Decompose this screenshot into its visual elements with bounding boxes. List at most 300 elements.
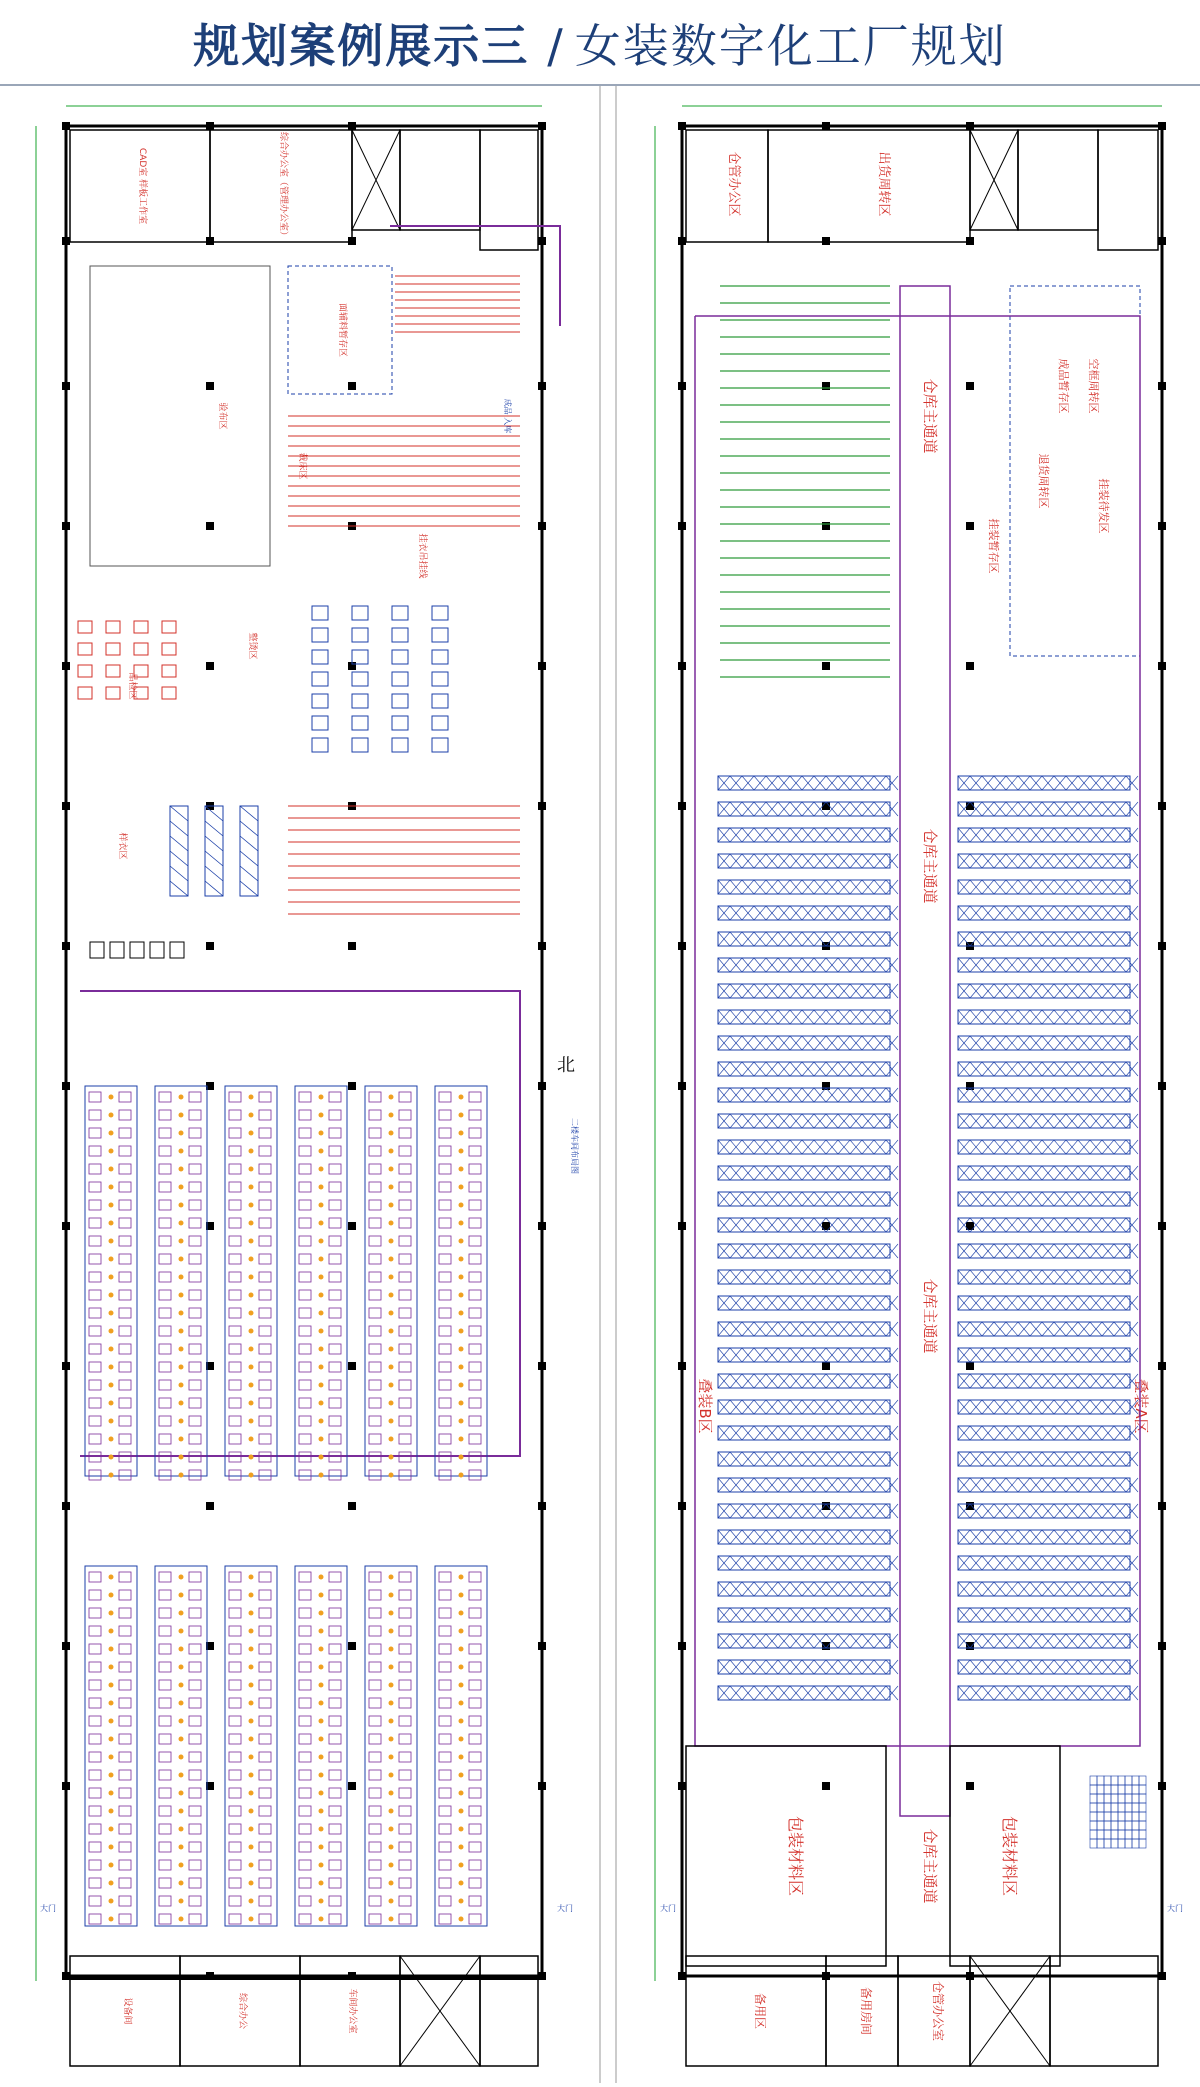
sewing-station [119,1344,131,1354]
page-title [0,10,1200,76]
pallet-racks [718,776,1138,1700]
operator-dot [319,1755,324,1760]
sewing-station [329,1788,341,1798]
sewing-station [259,1128,271,1138]
sewing-station [369,1770,381,1780]
sewing-station [89,1644,101,1654]
sewing-station [259,1626,271,1636]
operator-dot [179,1401,184,1406]
qc-label: 品检区 [127,672,137,700]
operator-dot [319,1293,324,1298]
column [678,522,686,530]
sewing-station [259,1680,271,1690]
x-rack-brace [170,866,188,881]
sewing-station [89,1416,101,1426]
sewing-station [329,1716,341,1726]
sewing-station [189,1770,201,1780]
column [822,662,830,670]
x-rack-brace [240,851,258,866]
operator-dot [389,1809,394,1814]
operator-dot [179,1647,184,1652]
sewing-station [229,1626,241,1636]
sewing-line [225,1566,277,1926]
left-bottom-rooms [70,1956,538,2066]
column [678,1642,686,1650]
workstation-cell [106,643,120,655]
sewing-station [229,1896,241,1906]
sewing-station [439,1416,451,1426]
grid-cell [1097,1821,1104,1830]
column [966,1082,974,1090]
sewing-station [229,1470,241,1480]
workstation-cell [392,738,408,752]
column [1158,237,1166,245]
operator-dot [389,1647,394,1652]
workstation-cell [312,606,328,620]
sewing-station [469,1788,481,1798]
operator-dot [389,1899,394,1904]
sewing-station [329,1698,341,1708]
operator-dot [459,1113,464,1118]
x-rack-brace [240,821,258,836]
sewing-station [229,1788,241,1798]
fabric-store-label: 面辅料暂存区 [337,302,347,358]
operator-dot [319,1311,324,1316]
sewing-station [229,1716,241,1726]
sewing-station [369,1644,381,1654]
sewing-station [369,1680,381,1690]
sewing-station [259,1644,271,1654]
sewing-station [189,1092,201,1102]
workstation-cell [352,650,368,664]
grid-cell [1125,1839,1132,1848]
sewing-station [399,1434,411,1444]
sewing-station [119,1788,131,1798]
operator-dot [389,1845,394,1850]
operator-dot [389,1383,394,1388]
operator-dot [319,1203,324,1208]
operator-dot [319,1167,324,1172]
sewing-station [159,1470,171,1480]
operator-dot [249,1737,254,1742]
sewing-station [189,1416,201,1426]
operator-dot [389,1575,394,1580]
sewing-station [369,1254,381,1264]
sewing-station [159,1182,171,1192]
workstation-cell [352,738,368,752]
operator-dot [179,1185,184,1190]
operator-dot [459,1917,464,1922]
sewing-station [299,1590,311,1600]
sewing-line [85,1086,137,1476]
sewing-station [119,1416,131,1426]
grid-cell [1090,1821,1097,1830]
sewing-station [119,1200,131,1210]
sewing-station [89,1200,101,1210]
sewing-station [469,1218,481,1228]
left-columns [62,122,546,1980]
side-zone-5: 空框周转区 [1087,358,1100,414]
sewing-station [229,1416,241,1426]
sewing-station [329,1590,341,1600]
sewing-station [329,1434,341,1444]
operator-dot [179,1239,184,1244]
operator-dot [249,1437,254,1442]
sewing-station [229,1308,241,1318]
title-subtitle: 女装数字化工厂规划 [574,19,1007,73]
operator-dot [389,1719,394,1724]
sewing-station [229,1344,241,1354]
sewing-station [329,1362,341,1372]
sewing-station [259,1752,271,1762]
sewing-station [439,1752,451,1762]
machine-cell [150,942,164,958]
sewing-station [189,1164,201,1174]
sewing-station [89,1254,101,1264]
sewing-station [299,1734,311,1744]
sewing-station [469,1470,481,1480]
grid-cell [1104,1812,1111,1821]
sewing-station [369,1398,381,1408]
operator-dot [319,1095,324,1100]
sewing-station [259,1824,271,1834]
operator-dot [389,1611,394,1616]
sewing-station [399,1092,411,1102]
column [678,237,686,245]
operator-dot [319,1257,324,1262]
column [206,382,214,390]
sewing-station [329,1254,341,1264]
sewing-station [469,1842,481,1852]
sewing-station [89,1734,101,1744]
sewing-station [189,1308,201,1318]
column [538,1642,546,1650]
grid-cell [1104,1839,1111,1848]
sewing-station [229,1128,241,1138]
sewing-station [189,1716,201,1726]
sewing-station [229,1644,241,1654]
sewing-station [369,1698,381,1708]
grid-cell [1104,1830,1111,1839]
sewing-station [159,1896,171,1906]
operator-dot [389,1185,394,1190]
column [62,122,70,130]
sewing-station [439,1344,451,1354]
sewing-station [329,1662,341,1672]
sewing-station [189,1182,201,1192]
sewing-station [119,1272,131,1282]
operator-dot [319,1221,324,1226]
sewing-station [469,1824,481,1834]
operator-dot [179,1329,184,1334]
left-x-racks [170,806,258,896]
column [1158,942,1166,950]
sewing-station [159,1770,171,1780]
sewing-station [439,1734,451,1744]
sewing-station [299,1788,311,1798]
operator-dot [319,1401,324,1406]
grid-cell [1090,1830,1097,1839]
operator-dot [249,1383,254,1388]
workstation-cell [392,716,408,730]
sewing-station [369,1416,381,1426]
sewing-station [299,1680,311,1690]
sewing-station [159,1254,171,1264]
grid-cell [1132,1803,1139,1812]
operator-dot [249,1827,254,1832]
left-bottom-room-3: 车间办公室 [347,1988,357,2034]
sewing-station [259,1344,271,1354]
sewing-station [369,1164,381,1174]
sewing-station [399,1110,411,1120]
sewing-station [469,1380,481,1390]
column [966,122,974,130]
grid-cell [1125,1812,1132,1821]
left-door-2: 大门 [557,1904,573,1913]
grid-cell [1125,1785,1132,1794]
sewing-station [89,1806,101,1816]
operator-dot [249,1647,254,1652]
operator-dot [389,1149,394,1154]
operator-dot [389,1401,394,1406]
operator-dot [319,1455,324,1460]
operator-dot [249,1611,254,1616]
title-separator: / [547,19,565,73]
column [822,1782,830,1790]
operator-dot [459,1611,464,1616]
sewing-station [329,1308,341,1318]
operator-dot [459,1221,464,1226]
sewing-station [329,1236,341,1246]
sewing-station [119,1470,131,1480]
x-rack-brace [240,866,258,881]
sewing-station [229,1590,241,1600]
workstation-cell [432,738,448,752]
sewing-station [159,1272,171,1282]
operator-dot [109,1419,114,1424]
sewing-station [399,1470,411,1480]
sewing-station [119,1752,131,1762]
grid-cell [1139,1839,1146,1848]
sewing-station [159,1734,171,1744]
sewing-station [89,1344,101,1354]
sewing-station [159,1110,171,1120]
operator-dot [179,1311,184,1316]
grid-cell [1111,1785,1118,1794]
sewing-station [329,1896,341,1906]
sewing-station [119,1326,131,1336]
column [678,662,686,670]
column [62,802,70,810]
operator-dot [459,1755,464,1760]
sewing-station [469,1626,481,1636]
operator-dot [319,1347,324,1352]
column [62,1642,70,1650]
finished-goods-note: 成品 入库 [503,398,512,434]
sewing-station [259,1434,271,1444]
operator-dot [459,1863,464,1868]
operator-dot [249,1275,254,1280]
sewing-station [329,1146,341,1156]
sewing-station [119,1698,131,1708]
workstation-cell [392,628,408,642]
cutting-tables [288,416,520,914]
grid-cell [1118,1839,1125,1848]
operator-dot [179,1455,184,1460]
operator-dot [249,1665,254,1670]
sewing-station [299,1398,311,1408]
operator-dot [319,1899,324,1904]
sewing-station [229,1290,241,1300]
sewing-station [299,1344,311,1354]
operator-dot [389,1881,394,1886]
operator-dot [459,1665,464,1670]
operator-dot [459,1131,464,1136]
sewing-station [299,1434,311,1444]
column [62,382,70,390]
operator-dot [249,1593,254,1598]
sewing-station [259,1182,271,1192]
operator-dot [389,1275,394,1280]
sewing-station [189,1698,201,1708]
sewing-station [439,1164,451,1174]
x-rack-brace [205,836,223,851]
column [62,522,70,530]
operator-dot [249,1845,254,1850]
sewing-station [329,1734,341,1744]
sewing-station [469,1290,481,1300]
operator-dot [459,1827,464,1832]
sewing-line [295,1086,347,1476]
sewing-station [299,1128,311,1138]
operator-dot [319,1827,324,1832]
operator-dot [109,1131,114,1136]
operator-dot [389,1365,394,1370]
sewing-station [259,1470,271,1480]
sewing-station [159,1644,171,1654]
sewing-station [469,1590,481,1600]
operator-dot [389,1113,394,1118]
operator-dot [109,1809,114,1814]
workstation-cell [352,606,368,620]
sewing-station [189,1272,201,1282]
sewing-station [369,1308,381,1318]
sewing-station [329,1860,341,1870]
column [822,122,830,130]
sewing-station [469,1146,481,1156]
column [62,1782,70,1790]
sewing-station [439,1128,451,1138]
column [348,122,356,130]
sewing-station [259,1254,271,1264]
operator-dot [319,1719,324,1724]
sewing-station [399,1824,411,1834]
grid-cell [1104,1785,1111,1794]
sewing-station [299,1770,311,1780]
sewing-station [89,1572,101,1582]
sewing-station [299,1860,311,1870]
operator-dot [179,1257,184,1262]
sewing-station [89,1092,101,1102]
operator-dot [109,1629,114,1634]
sewing-station [469,1182,481,1192]
sewing-station [189,1398,201,1408]
operator-dot [319,1329,324,1334]
operator-dot [249,1773,254,1778]
operator-dot [109,1113,114,1118]
sewing-station [159,1092,171,1102]
sewing-station [259,1236,271,1246]
sewing-station [299,1200,311,1210]
operator-dot [319,1683,324,1688]
operator-dot [109,1329,114,1334]
workstation-cell [392,650,408,664]
operator-dot [319,1419,324,1424]
operator-dot [389,1329,394,1334]
sewing-station [329,1608,341,1618]
operator-dot [459,1773,464,1778]
column [1158,122,1166,130]
column [206,1502,214,1510]
column [538,122,546,130]
sewing-station [399,1878,411,1888]
operator-dot [249,1293,254,1298]
column [348,1222,356,1230]
operator-dot [319,1593,324,1598]
column [538,942,546,950]
grid-cell [1090,1794,1097,1803]
sewing-station [329,1398,341,1408]
operator-dot [319,1239,324,1244]
sewing-line-blocks [85,1086,487,1926]
column [348,1782,356,1790]
operator-dot [389,1347,394,1352]
grid-cell [1139,1812,1146,1821]
sewing-station [259,1416,271,1426]
operator-dot [319,1863,324,1868]
grid-cell [1097,1830,1104,1839]
operator-dot [179,1917,184,1922]
operator-dot [179,1473,184,1478]
title-bar [0,0,1200,86]
x-rack-brace [205,851,223,866]
sewing-station [369,1344,381,1354]
grid-cell [1111,1812,1118,1821]
operator-dot [459,1845,464,1850]
sewing-station [89,1236,101,1246]
sewing-station [329,1878,341,1888]
sewing-station [89,1362,101,1372]
sewing-station [329,1470,341,1480]
column [1158,1972,1166,1980]
sewing-station [399,1806,411,1816]
sewing-station [469,1572,481,1582]
sewing-station [229,1110,241,1120]
sewing-station [439,1110,451,1120]
sewing-station [369,1380,381,1390]
sewing-station [189,1380,201,1390]
sewing-station [119,1236,131,1246]
column [678,122,686,130]
operator-dot [109,1185,114,1190]
column [966,1362,974,1370]
workstation-cell [312,694,328,708]
operator-dot [109,1437,114,1442]
x-rack-brace [205,881,223,896]
sewing-station [329,1914,341,1924]
right-door-2: 大门 [1167,1904,1183,1913]
grid-cell [1132,1776,1139,1785]
